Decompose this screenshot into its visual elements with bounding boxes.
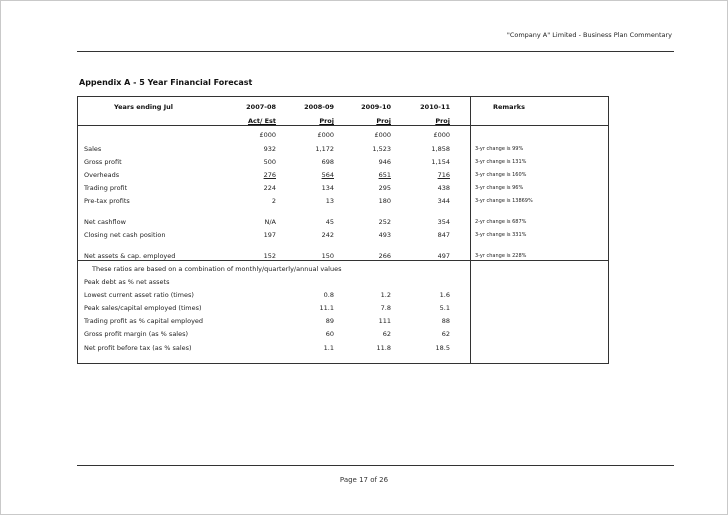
unit-2008-09: £000 — [317, 131, 334, 139]
cell — [288, 171, 334, 179]
footer-rule — [77, 465, 674, 466]
cell: 266 — [378, 252, 391, 260]
appendix-title: Appendix A - 5 Year Financial Forecast — [79, 78, 253, 87]
column-year-2008-09: 2008-09 — [304, 103, 334, 111]
page-header: "Company A" Limited - Business Plan Commentary — [506, 31, 672, 39]
ratio-label-peak-sales: Peak sales/capital employed (times) — [84, 304, 202, 312]
remarks-column-divider — [470, 96, 471, 364]
cell: 11.8 — [376, 344, 391, 352]
unit-2007-08: £000 — [259, 131, 276, 139]
cell: 946 — [378, 158, 391, 166]
column-type-2008-09: Proj — [319, 117, 334, 125]
cell: 438 — [437, 184, 450, 192]
ratio-label-net-profit: Net profit before tax (as % sales) — [84, 344, 192, 352]
cell: 45 — [325, 218, 334, 226]
cell: 252 — [378, 218, 391, 226]
cell: 62 — [441, 330, 450, 338]
row-label-overheads: Overheads — [84, 171, 120, 179]
cell — [345, 171, 391, 179]
cell: 295 — [378, 184, 391, 192]
remark: 3-yr change is 228% — [475, 253, 527, 259]
cell: 1.2 — [380, 291, 391, 299]
cell: N/A — [264, 218, 276, 226]
remark: 3-yr change is 331% — [475, 232, 527, 238]
cell-value: 564 — [321, 171, 334, 179]
cell: 847 — [437, 231, 450, 239]
cell: 5.1 — [439, 304, 450, 312]
cell: 197 — [263, 231, 276, 239]
unit-2010-11: £000 — [433, 131, 450, 139]
remarks-column-header: Remarks — [493, 103, 525, 111]
page-number: Page 17 of 26 — [339, 476, 389, 484]
ratio-label-current-asset: Lowest current asset ratio (times) — [84, 291, 194, 299]
table-header-rule — [77, 125, 609, 126]
cell: 150 — [321, 252, 334, 260]
ratio-label-gross-margin: Gross profit margin (as % sales) — [84, 330, 189, 338]
row-label-closing-net-cash: Closing net cash position — [84, 231, 166, 239]
cell: 7.8 — [380, 304, 391, 312]
unit-2009-10: £000 — [374, 131, 391, 139]
cell-value: 276 — [263, 171, 276, 179]
column-type-2009-10: Proj — [376, 117, 391, 125]
cell: 698 — [321, 158, 334, 166]
cell: 497 — [437, 252, 450, 260]
cell: 1.1 — [323, 344, 334, 352]
column-year-2007-08: 2007-08 — [246, 103, 276, 111]
cell: 344 — [437, 197, 450, 205]
ratios-section-rule — [77, 260, 609, 261]
remark: 3-yr change is 96% — [475, 185, 524, 191]
cell: 134 — [321, 184, 334, 192]
cell: 152 — [263, 252, 276, 260]
cell: 62 — [382, 330, 391, 338]
cell: 11.1 — [319, 304, 334, 312]
column-type-2010-11: Proj — [435, 117, 450, 125]
cell: 2 — [271, 197, 276, 205]
row-label-net-cashflow: Net cashflow — [84, 218, 126, 226]
row-label-pre-tax-profits: Pre-tax profits — [84, 197, 130, 205]
row-label-sales: Sales — [84, 145, 102, 153]
cell — [402, 171, 450, 179]
label-column-header: Years ending Jul — [114, 103, 173, 111]
remark: 3-yr change is 13869% — [475, 198, 533, 204]
cell: 18.5 — [435, 344, 450, 352]
ratios-note: These ratios are based on a combination of monthly/quarterly/annual values — [92, 265, 342, 273]
cell: 0.8 — [323, 291, 334, 299]
ratio-label-trading-profit: Trading profit as % capital employed — [84, 317, 204, 325]
cell — [230, 171, 276, 179]
column-type-2007-08: Act/ Est — [247, 117, 276, 125]
row-label-trading-profit: Trading profit — [84, 184, 128, 192]
cell-value: 716 — [437, 171, 450, 179]
cell: 242 — [321, 231, 334, 239]
column-year-2010-11: 2010-11 — [420, 103, 450, 111]
cell: 493 — [378, 231, 391, 239]
cell: 88 — [441, 317, 450, 325]
cell-value: 651 — [378, 171, 391, 179]
cell: 180 — [378, 197, 391, 205]
row-label-gross-profit: Gross profit — [84, 158, 122, 166]
remark: 3-yr change is 131% — [475, 159, 527, 165]
cell: 1,172 — [315, 145, 334, 153]
cell: 89 — [325, 317, 334, 325]
cell: 354 — [437, 218, 450, 226]
row-label-net-assets: Net assets & cap. employed — [84, 252, 176, 260]
header-rule — [77, 51, 674, 52]
cell: 932 — [263, 145, 276, 153]
column-year-2009-10: 2009-10 — [361, 103, 391, 111]
remark: 3-yr change is 160% — [475, 172, 527, 178]
cell: 1,858 — [431, 145, 450, 153]
ratio-label-peak-debt: Peak debt as % net assets — [84, 278, 170, 286]
cell: 13 — [325, 197, 334, 205]
cell: 500 — [263, 158, 276, 166]
cell: 224 — [263, 184, 276, 192]
cell: 60 — [325, 330, 334, 338]
cell: 111 — [378, 317, 391, 325]
remark: 2-yr change is 687% — [475, 219, 527, 225]
cell: 1,523 — [372, 145, 391, 153]
remark: 3-yr change is 99% — [475, 146, 524, 152]
cell: 1.6 — [439, 291, 450, 299]
cell: 1,154 — [431, 158, 450, 166]
